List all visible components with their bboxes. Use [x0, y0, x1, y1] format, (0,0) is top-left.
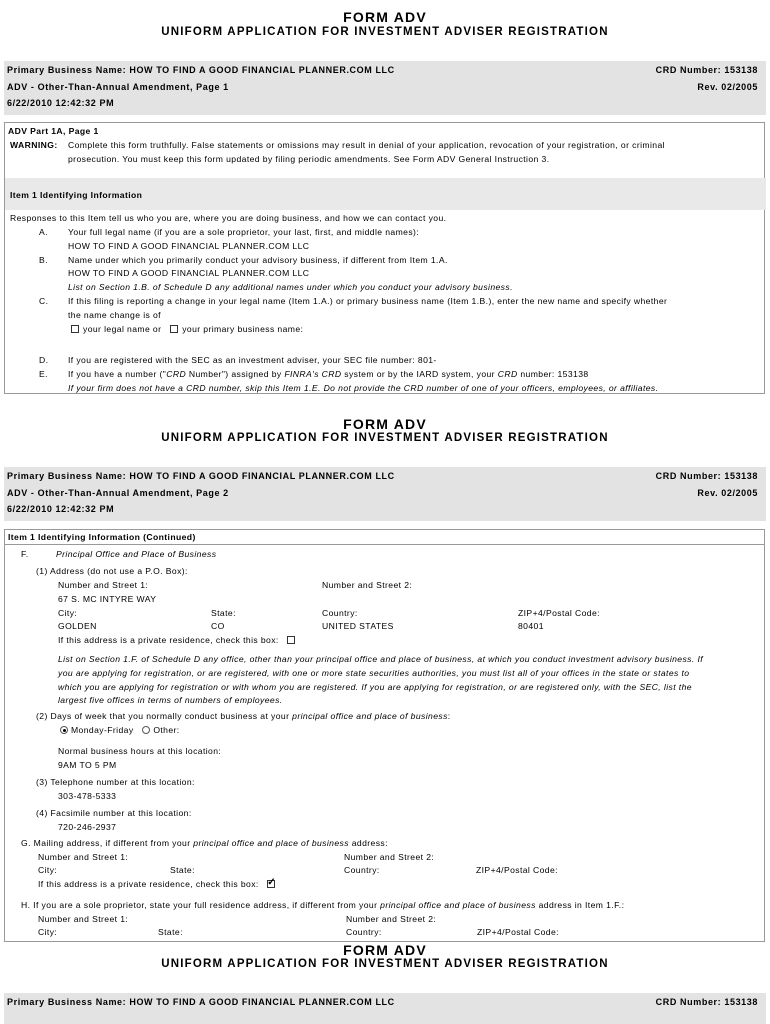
state-label: State:: [158, 927, 183, 937]
city-label: City:: [38, 927, 58, 937]
crd-number: CRD Number: 153138: [655, 471, 758, 481]
crd-number-question: If you have a number ("CRD Number") assigned by FINRA's CRD system or by the IARD system, your CRD number: 153138: [68, 369, 589, 379]
page-header: [4, 993, 766, 1024]
business-name: Primary Business Name: HOW TO FIND A GOOD FINANCIAL PLANNER.COM LLC: [7, 471, 395, 481]
phone-label: (3) Telephone number at this location:: [36, 777, 195, 787]
item-intro: Responses to this Item tell us who you are, where you are doing business, and how we can contact you.: [10, 213, 447, 223]
business-name: Primary Business Name: HOW TO FIND A GOOD FINANCIAL PLANNER.COM LLC: [7, 65, 395, 75]
other-days-radio[interactable]: [142, 726, 150, 734]
sec-file-number: If you are registered with the SEC as an investment adviser, your SEC file number: 801-: [68, 355, 437, 365]
mailing-address-question: G. Mailing address, if different from your principal office and place of business address:: [21, 838, 388, 848]
country-label: Country:: [322, 608, 358, 618]
city-label: City:: [38, 865, 58, 875]
part1a-box: [4, 122, 765, 394]
item-header-band: [5, 178, 766, 210]
item-letter: B.: [39, 255, 48, 265]
schedule-d-note: List on Section 1.B. of Schedule D any additional names under which you conduct your advisory business.: [68, 282, 513, 292]
item1-continued-box: [4, 529, 765, 942]
business-name-value: HOW TO FIND A GOOD FINANCIAL PLANNER.COM LLC: [68, 268, 310, 278]
revision-label: Rev. 02/2005: [697, 82, 758, 92]
warning-label: WARNING:: [10, 140, 58, 150]
filing-datetime: 6/22/2010 12:42:32 PM: [7, 98, 115, 108]
country-value: UNITED STATES: [322, 621, 394, 631]
warning-text: prosecution. You must keep this form updated by filing periodic amendments. See Form ADV General Instruction 3.: [68, 154, 550, 164]
part-label: ADV Part 1A, Page 1: [8, 126, 99, 136]
name-change-question: If this filing is reporting a change in your legal name (Item 1.A.) or primary business name (Item 1.B.), enter the new name and specify whether: [68, 296, 668, 306]
days-question: (2) Days of week that you normally conduct business at your principal office and place of business:: [36, 711, 451, 721]
state-value: CO: [211, 621, 225, 631]
schedule-d-note: List on Section 1.F. of Schedule D any office, other than your principal office and place of business, at which you conduct investment advisory business. If: [58, 654, 704, 664]
state-label: State:: [170, 865, 195, 875]
street1-value: 67 S. MC INTYRE WAY: [58, 594, 157, 604]
item-letter: A.: [39, 227, 48, 237]
warning-text: Complete this form truthfully. False statements or omissions may result in denial of your application, revocation of your registration, or criminal: [68, 140, 665, 150]
amendment-label: ADV - Other-Than-Annual Amendment, Page 2: [7, 488, 229, 498]
crd-number: CRD Number: 153138: [655, 997, 758, 1007]
street1-label: Number and Street 1:: [58, 580, 149, 590]
private-residence-checkbox[interactable]: [287, 636, 295, 644]
city-label: City:: [58, 608, 78, 618]
revision-label: Rev. 02/2005: [697, 488, 758, 498]
mailing-private-residence-checkbox[interactable]: [267, 880, 275, 888]
monday-friday-radio[interactable]: [60, 726, 68, 734]
page-header: [4, 61, 766, 115]
divider: [5, 544, 764, 545]
street2-label: Number and Street 2:: [346, 914, 437, 924]
filing-datetime: 6/22/2010 12:42:32 PM: [7, 504, 115, 514]
item-letter: F.: [21, 549, 29, 559]
form-title: FORM ADV: [343, 9, 427, 25]
monday-friday-label: Monday-Friday: [71, 725, 134, 735]
form-subtitle: UNIFORM APPLICATION FOR INVESTMENT ADVISER REGISTRATION: [161, 26, 609, 38]
street1-label: Number and Street 1:: [38, 914, 129, 924]
principal-office-title: Principal Office and Place of Business: [56, 549, 217, 559]
city-value: GOLDEN: [58, 621, 97, 631]
schedule-d-note: which you are applying for registration or with whom you are registered. If you are applying for registration, or are registered only, with the SEC, list the: [58, 682, 692, 692]
street1-label: Number and Street 1:: [38, 852, 129, 862]
business-name-option-label: your primary business name:: [182, 324, 304, 334]
zip-label: ZIP+4/Postal Code:: [518, 608, 600, 618]
private-residence-label: If this address is a private residence, check this box:: [38, 879, 259, 889]
item-header: Item 1 Identifying Information: [10, 190, 143, 200]
hours-value: 9AM TO 5 PM: [58, 760, 117, 770]
fax-label: (4) Facsimile number at this location:: [36, 808, 192, 818]
state-label: State:: [211, 608, 236, 618]
fax-value: 720-246-2937: [58, 822, 117, 832]
form-title: FORM ADV: [343, 416, 427, 432]
private-residence-label: If this address is a private residence, check this box:: [58, 635, 279, 645]
amendment-label: ADV - Other-Than-Annual Amendment, Page 1: [7, 82, 229, 92]
item-letter: D.: [39, 355, 49, 365]
legal-name-change-checkbox[interactable]: [71, 325, 79, 333]
item-letter: E.: [39, 369, 48, 379]
street2-label: Number and Street 2:: [322, 580, 413, 590]
name-change-question: the name change is of: [68, 310, 161, 320]
country-label: Country:: [346, 927, 382, 937]
schedule-d-note: you are applying for registration, or are registered, with one or more state securities authorities, you must list all of your offices in the state or states to: [58, 668, 690, 678]
other-days-label: Other:: [153, 725, 180, 735]
phone-value: 303-478-5333: [58, 791, 117, 801]
page-header: [4, 467, 766, 521]
legal-name-question: Your full legal name (if you are a sole proprietor, your last, first, and middle names):: [68, 227, 420, 237]
form-subtitle: UNIFORM APPLICATION FOR INVESTMENT ADVISER REGISTRATION: [161, 432, 609, 444]
zip-value: 80401: [518, 621, 544, 631]
hours-label: Normal business hours at this location:: [58, 746, 222, 756]
item-letter: C.: [39, 296, 49, 306]
business-name-change-checkbox[interactable]: [170, 325, 178, 333]
legal-name-value: HOW TO FIND A GOOD FINANCIAL PLANNER.COM LLC: [68, 241, 310, 251]
street2-label: Number and Street 2:: [344, 852, 435, 862]
residence-address-question: H. If you are a sole proprietor, state your full residence address, if different from your principal office and place of business address in Item 1.F.:: [21, 900, 625, 910]
country-label: Country:: [344, 865, 380, 875]
crd-note: If your firm does not have a CRD number, skip this Item 1.E. Do not provide the CRD number of one of your officers, employees, or affiliates.: [68, 383, 659, 393]
business-name-question: Name under which you primarily conduct your advisory business, if different from Item 1.A.: [68, 255, 448, 265]
zip-label: ZIP+4/Postal Code:: [477, 927, 559, 937]
form-title: FORM ADV: [343, 942, 427, 958]
crd-number: CRD Number: 153138: [655, 65, 758, 75]
schedule-d-note: largest five offices in terms of numbers of employees.: [58, 695, 283, 705]
zip-label: ZIP+4/Postal Code:: [476, 865, 558, 875]
form-subtitle: UNIFORM APPLICATION FOR INVESTMENT ADVISER REGISTRATION: [161, 958, 609, 970]
legal-name-option-label: your legal name or: [83, 324, 162, 334]
item-header: Item 1 Identifying Information (Continued): [8, 532, 196, 542]
business-name: Primary Business Name: HOW TO FIND A GOOD FINANCIAL PLANNER.COM LLC: [7, 997, 395, 1007]
address-label: (1) Address (do not use a P.O. Box):: [36, 566, 188, 576]
